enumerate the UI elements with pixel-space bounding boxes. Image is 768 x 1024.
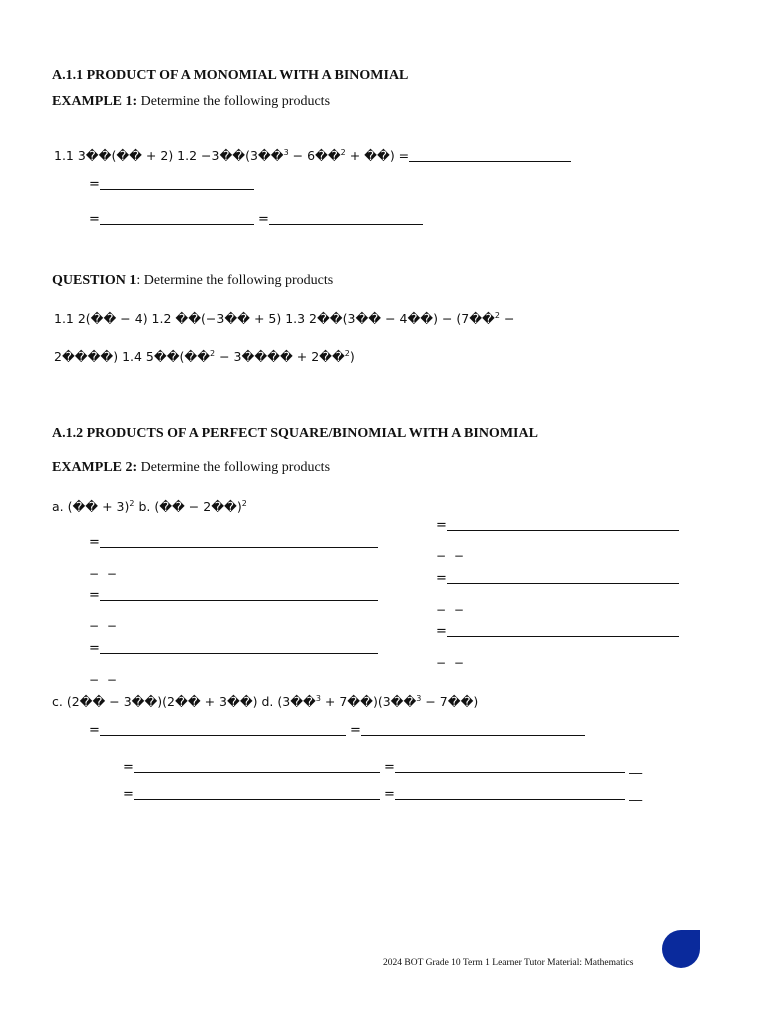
equals-sign: = [89, 723, 100, 738]
answer-blank[interactable] [395, 798, 625, 800]
q1-line2-part-a: 2����) 1.4 5��(�� [54, 349, 211, 364]
equals-sign: = [123, 787, 134, 802]
brand-logo-icon [662, 930, 700, 968]
ex2a-dash-2: − − [89, 619, 119, 633]
ex2b-dash-1: − − [436, 549, 466, 563]
answer-blank[interactable] [100, 652, 378, 654]
answer-blank[interactable] [395, 771, 625, 773]
equals-sign: = [89, 177, 100, 192]
answer-blank[interactable] [100, 546, 378, 548]
equals-sign: = [384, 787, 395, 802]
equals-sign: = [384, 760, 395, 775]
equals-sign: = [123, 760, 134, 775]
question-1-instruction [52, 273, 333, 289]
footer-text: 2024 BOT Grade 10 Term 1 Learner Tutor Material: Mathematics [383, 958, 634, 968]
answer-blank[interactable] [269, 223, 423, 225]
ex1-exponent-2: 2 [340, 148, 346, 157]
ex2-exponent-2: 2 [241, 499, 247, 508]
q1-line2-part-c: ) [349, 349, 355, 364]
ex1-exponent-1: 3 [283, 148, 289, 157]
question-1-problems-line-2 [54, 349, 355, 364]
ex2b-answer-row-3 [436, 624, 679, 639]
ex1-answer-row-1 [89, 177, 254, 192]
answer-blank[interactable] [100, 599, 378, 601]
ex2b-dash-3: − − [436, 656, 466, 670]
ex2-exponent-1: 2 [129, 499, 135, 508]
ex1-part-b: − 6�� [288, 148, 341, 163]
q1-line2-exponent-2: 2 [344, 349, 350, 358]
question-1-problems-line-1 [54, 311, 514, 326]
ex2a-answer-row-1 [89, 535, 378, 550]
q1-line2-part-b: − 3���� + 2�� [215, 349, 345, 364]
example-2-text: Determine the following products [137, 460, 331, 475]
answer-blank[interactable] [409, 160, 571, 162]
ex2a-dash-1: − − [89, 567, 119, 581]
q1-part-a: 1.1 2(�� − 4) 1.2 ��(−3�� + 5) 1.3 2��(3�� − 4��) − (7�� [54, 311, 495, 326]
equals-sign: = [258, 212, 269, 227]
example-2-cd-problems [52, 694, 478, 709]
answer-blank[interactable] [134, 771, 380, 773]
equals-sign: = [89, 212, 100, 227]
equals-sign: = [89, 588, 100, 603]
answer-blank[interactable] [100, 188, 254, 190]
ex2-cd-exponent-2: 3 [416, 694, 422, 703]
section-heading-a12: A.1.2 PRODUCTS OF A PERFECT SQUARE/BINOMIAL WITH A BINOMIAL [52, 426, 538, 441]
answer-blank[interactable] [447, 635, 679, 637]
equals-sign: = [436, 624, 447, 639]
tail-blank[interactable]: __ [629, 760, 643, 775]
ex2-part-b: b. (�� − 2��) [134, 499, 242, 514]
ex2b-dash-2: − − [436, 603, 466, 617]
equals-sign: = [89, 641, 100, 656]
ex1-part-c: + ��) = [345, 148, 410, 163]
ex2b-answer-row-1 [436, 518, 679, 533]
ex2-cd-part-a: c. (2�� − 3��)(2�� + 3��) d. (3�� [52, 694, 316, 709]
q1-exponent: 2 [494, 311, 500, 320]
q1-line2-exponent-1: 2 [210, 349, 216, 358]
equals-sign: = [436, 571, 447, 586]
ex2cd-answer-row-3 [123, 787, 642, 802]
ex2cd-answer-row-2 [123, 760, 642, 775]
example-2-label: EXAMPLE 2: [52, 460, 138, 475]
equals-sign: = [89, 535, 100, 550]
ex1-answer-row-2 [89, 212, 423, 227]
ex2a-answer-row-3 [89, 641, 378, 656]
ex2-part-a: a. (�� + 3) [52, 499, 130, 514]
equals-sign: = [436, 518, 447, 533]
ex1-part-a: 1.1 3��(�� + 2) 1.2 −3��(3�� [54, 148, 284, 163]
answer-blank[interactable] [447, 529, 679, 531]
example-1-label: EXAMPLE 1: [52, 94, 138, 109]
example-1-problems [54, 148, 571, 163]
example-1-instruction [52, 94, 330, 110]
answer-blank[interactable] [447, 582, 679, 584]
answer-blank[interactable] [100, 223, 254, 225]
tail-blank[interactable]: __ [629, 787, 643, 802]
question-1-text: : Determine the following products [136, 273, 334, 288]
ex2b-answer-row-2 [436, 571, 679, 586]
ex2-cd-part-c: − 7��) [421, 694, 479, 709]
ex2-cd-part-b: + 7��)(3�� [320, 694, 417, 709]
ex2a-answer-row-2 [89, 588, 378, 603]
ex2-cd-exponent-1: 3 [315, 694, 321, 703]
ex2cd-answer-row-1 [89, 723, 585, 738]
section-heading-a11: A.1.1 PRODUCT OF A MONOMIAL WITH A BINOMIAL [52, 68, 409, 83]
answer-blank[interactable] [100, 734, 346, 736]
ex2a-dash-3: − − [89, 673, 119, 687]
example-1-text: Determine the following products [137, 94, 331, 109]
example-2-ab-problems [52, 499, 247, 514]
q1-part-b: − [499, 311, 515, 326]
equals-sign: = [350, 723, 361, 738]
answer-blank[interactable] [134, 798, 380, 800]
example-2-instruction [52, 460, 330, 476]
answer-blank[interactable] [361, 734, 585, 736]
question-1-label: QUESTION 1 [52, 273, 137, 288]
